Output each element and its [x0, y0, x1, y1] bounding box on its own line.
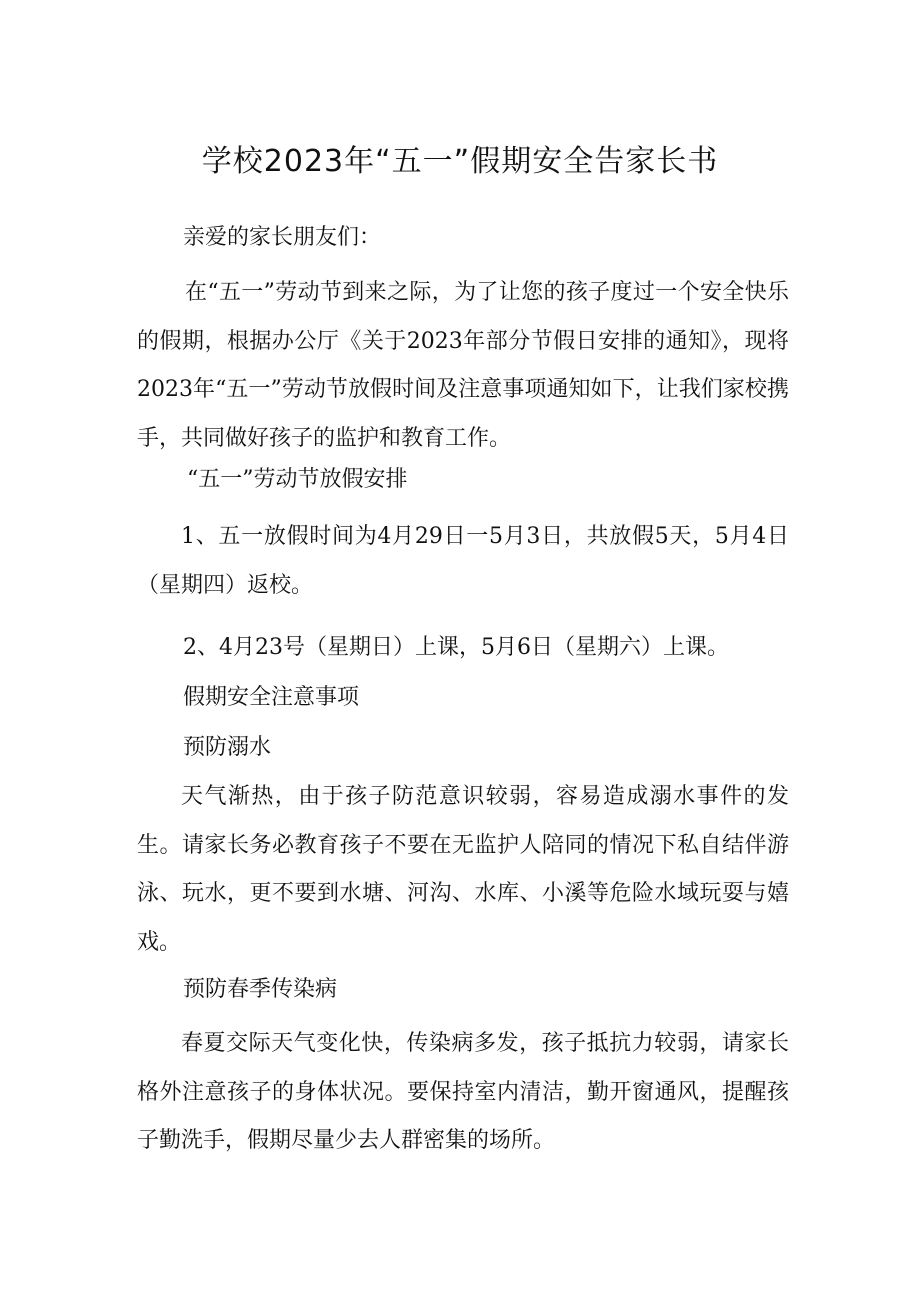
- disease-paragraph: 春夏交际天气变化快，传染病多发，孩子抵抗力较弱，请家长格外注意孩子的身体状况。要保持室内清洁，勤开窗通风，提醒孩子勤洗手，假期尽量少去人群密集的场所。: [137, 1031, 789, 1153]
- salutation: 亲爱的家长朋友们：: [183, 225, 382, 250]
- subheading-drowning: 预防溺水: [183, 735, 272, 760]
- document-title: 学校2023年“五一”假期安全告家长书: [201, 144, 719, 179]
- intro-paragraph: 在“五一”劳动节到来之际，为了让您的孩子度过一个安全快乐的假期，根据办公厅《关于2023年部分节假日安排的通知》，现将2023年“五一”劳动节放假时间及注意事项通知如下，让我们家校携手，共同做好孩子的监护和教育工作。: [137, 280, 789, 451]
- drowning-paragraph: 天气渐热，由于孩子防范意识较弱，容易造成溺水事件的发生。请家长务必教育孩子不要在无监护人陪同的情况下私自结伴游泳、玩水，更不要到水塘、河沟、水库、小溪等危险水域玩耍与嬉戏。: [137, 784, 789, 955]
- section-heading-safety: 假期安全注意事项: [183, 685, 360, 710]
- section-heading-schedule: “五一”劳动节放假安排: [187, 467, 408, 492]
- schedule-item-1: 1、五一放假时间为4月29日一5月3日，共放假5天，5月4日（星期四）返校。: [137, 524, 789, 598]
- schedule-item-2: 2、4月23号（星期日）上课，5月6日（星期六）上课。: [183, 635, 729, 660]
- subheading-disease: 预防春季传染病: [183, 977, 338, 1002]
